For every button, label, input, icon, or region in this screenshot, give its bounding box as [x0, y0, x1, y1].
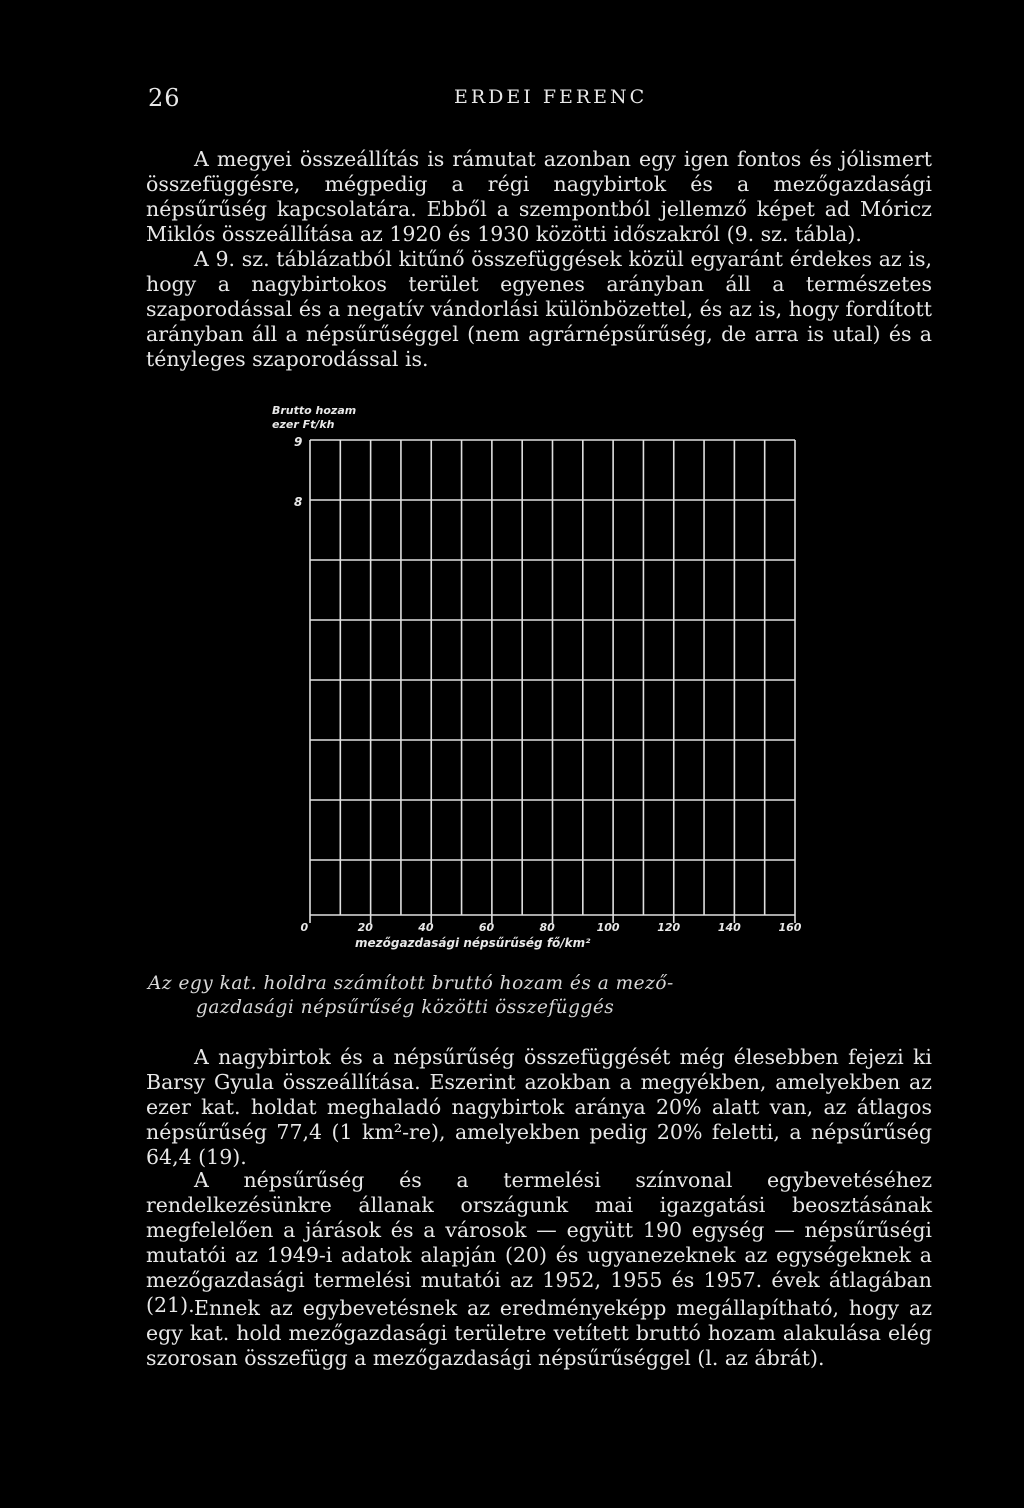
x-tick-label: 120	[657, 921, 681, 934]
x-tick-label: 140	[717, 921, 741, 934]
paragraph-2: A 9. sz. táblázatból kitűnő összefüggések közül egyaránt érdekes az is, hogy a nagybirtokos terület egyenes arányban áll a természetes szaporodással és a negatív vándorlási különbözettel, és az is, hogy fordított arányban áll a népsűrűséggel (nem agrárnépsűrűség, de arra is utal) és a tényleges szaporodással is.	[146, 247, 932, 371]
figure-caption	[148, 972, 808, 1020]
paragraph-4: A népsűrűség és a termelési színvonal egybevetéséhez rendelkezésünkre állanak országunk mai igazgatási beosztásának megfelelően a járások és a városok — együtt 190 egység — népsűrűségi mutatói az 1949-i adatok alapján (20) és ugyanezeknek az egységeknek a mezőgazdasági termelési mutatói az 1952, 1955 és 1957. évek átlagában (21).	[146, 1168, 932, 1317]
x-tick-label: 160	[778, 921, 802, 934]
y-axis-label-line-1: Brutto hozam	[272, 404, 357, 417]
x-tick-label: 80	[539, 921, 555, 934]
figure-chart	[260, 400, 820, 960]
y-tick-label: 8	[294, 495, 303, 509]
page-number: 26	[148, 84, 181, 112]
x-axis-label: mezőgazdasági népsűrűség fő/km²	[355, 936, 591, 950]
x-tick-label: 40	[418, 921, 434, 934]
caption-line-1: Az egy kat. holdra számított bruttó hozam és a mező-	[148, 973, 674, 994]
y-axis-label-line-2: ezer Ft/kh	[272, 418, 335, 431]
paragraph-5: Ennek az egybevetésnek az eredményeképp megállapítható, hogy az egy kat. hold mezőgazdasági területre vetített bruttó hozam alakulása elég szorosan összefügg a mezőgazdasági népsűrűséggel (l. az ábrát).	[146, 1296, 932, 1370]
x-tick-label: 60	[478, 921, 495, 934]
chart-svg	[260, 400, 820, 960]
running-head: ERDEI FERENC	[454, 86, 648, 108]
y-tick-label: 9	[294, 435, 303, 449]
x-tick-label: 0	[300, 921, 309, 934]
paragraph-3: A nagybirtok és a népsűrűség összefüggését még élesebben fejezi ki Barsy Gyula összeállítása. Eszerint azokban a megyékben, amelyekben az ezer kat. holdat meghaladó nagybirtok aránya 20% alatt van, az átlagos népsűrűség 77,4 (1 km²-re), amelyekben pedig 20% feletti, a népsűrűség 64,4 (19).	[146, 1045, 932, 1169]
paragraph-1: A megyei összeállítás is rámutat azonban egy igen fontos és jólismert összefüggésre, mégpedig a régi nagybirtok és a mezőgazdasági népsűrűség kapcsolatára. Ebből a szempontból jellemző képet ad Móricz Miklós összeállítása az 1920 és 1930 közötti időszakról (9. sz. tábla).	[146, 147, 932, 246]
caption-line-2: gazdasági népsűrűség közötti összefüggés	[196, 997, 615, 1018]
x-tick-label: 100	[596, 921, 620, 934]
x-tick-label: 20	[357, 921, 373, 934]
